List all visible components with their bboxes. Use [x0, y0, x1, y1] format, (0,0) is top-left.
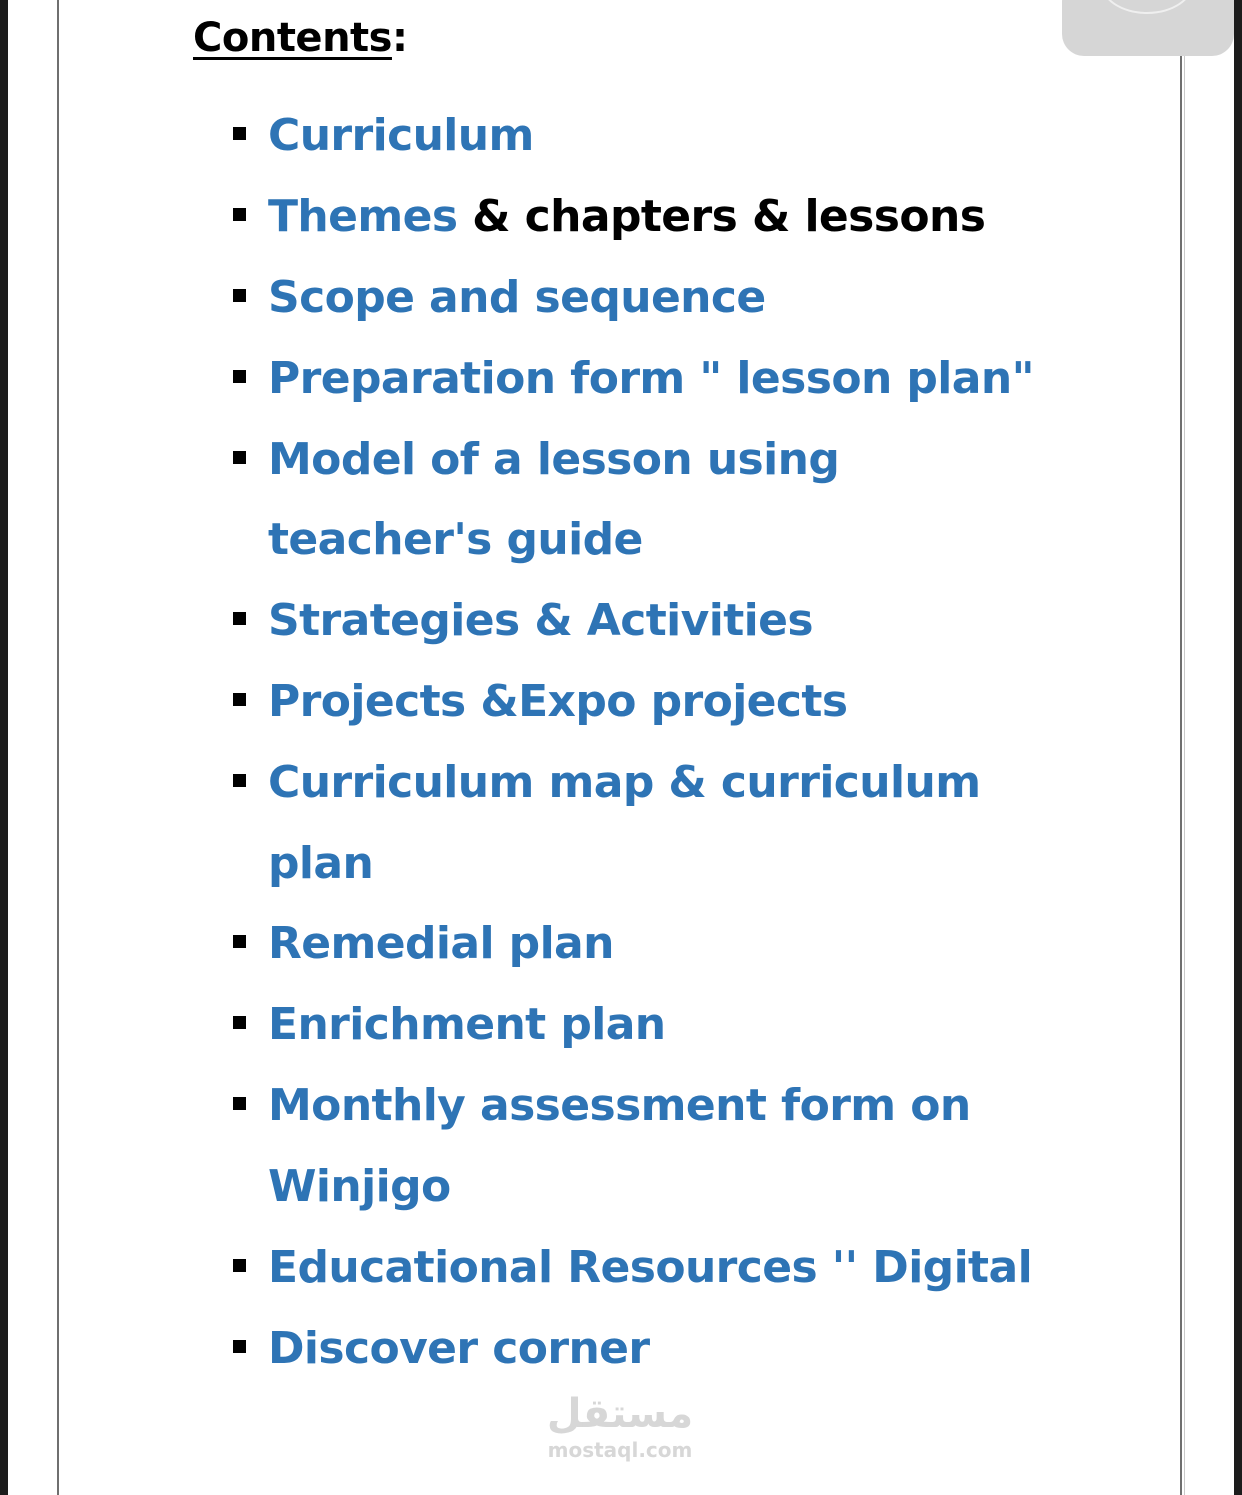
floating-control-button[interactable]	[1062, 0, 1234, 56]
page-border-right	[1180, 0, 1182, 1495]
toc-item-label[interactable]: Educational Resources '' Digital	[268, 1242, 1033, 1293]
square-bullet-icon	[233, 370, 246, 383]
toc-item-plain-text: & chapters & lessons	[457, 191, 986, 242]
toc-item-link-text[interactable]: Themes	[268, 191, 458, 242]
toc-item-label[interactable]: plan	[268, 838, 374, 889]
square-bullet-icon	[233, 1097, 246, 1110]
square-bullet-icon	[233, 693, 246, 706]
square-bullet-icon	[233, 774, 246, 787]
control-circle-icon	[1100, 0, 1194, 14]
toc-item-label[interactable]: Model of a lesson using	[268, 434, 840, 485]
toc-item-label[interactable]: Scope and sequence	[268, 272, 766, 323]
viewer-background-right	[1234, 0, 1242, 1495]
viewer-background-left	[0, 0, 8, 1495]
square-bullet-icon	[233, 208, 246, 221]
contents-heading-label: Contents	[193, 15, 392, 61]
contents-heading-colon: :	[391, 15, 408, 61]
contents-heading	[193, 10, 407, 66]
toc-item-label[interactable]: Curriculum	[268, 110, 534, 161]
watermark	[540, 1390, 700, 1462]
toc-item-label[interactable]: Curriculum map & curriculum	[268, 757, 981, 808]
watermark-url: mostaql.com	[547, 1438, 693, 1462]
square-bullet-icon	[233, 1259, 246, 1272]
toc-item-label[interactable]: Strategies & Activities	[268, 595, 813, 646]
toc-item-label[interactable]: Monthly assessment form on	[268, 1080, 971, 1131]
page-shadow-right	[1184, 0, 1185, 1495]
square-bullet-icon	[233, 127, 246, 140]
toc-item-label[interactable]: Preparation form " lesson plan"	[268, 353, 1034, 404]
square-bullet-icon	[233, 1340, 246, 1353]
toc-item-label[interactable]	[268, 176, 985, 257]
square-bullet-icon	[233, 612, 246, 625]
toc-item-label[interactable]: Enrichment plan	[268, 999, 666, 1050]
toc-item-label[interactable]: Winjigo	[268, 1161, 451, 1212]
square-bullet-icon	[233, 289, 246, 302]
toc-item-label[interactable]: teacher's guide	[268, 514, 643, 565]
square-bullet-icon	[233, 451, 246, 464]
toc-item-label[interactable]: Discover corner	[268, 1323, 650, 1374]
page-border-left	[57, 0, 59, 1495]
watermark-arabic: مستقل	[546, 1391, 694, 1437]
square-bullet-icon	[233, 1016, 246, 1029]
toc-item-label[interactable]: Remedial plan	[268, 918, 614, 969]
toc-item-label[interactable]: Projects &Expo projects	[268, 676, 848, 727]
square-bullet-icon	[233, 935, 246, 948]
